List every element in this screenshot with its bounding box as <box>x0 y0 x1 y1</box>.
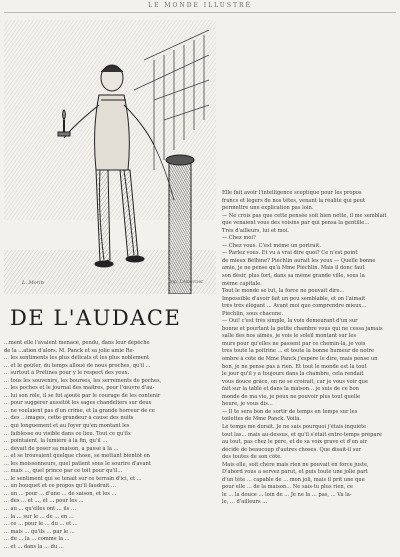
text-line: pour elle ... de la maison... Ne sais-tu plus rien, ce <box>222 484 353 491</box>
text-line: tout las... mais au-dessus, et qu'il s'était entre-temps préparé <box>222 431 382 438</box>
text-line: ... le sentiment qui se tenait sur ce terrain d'ici, et ... <box>4 475 142 482</box>
engraving-drawing <box>4 20 216 294</box>
text-line: d'un tête ... capable de ... mon joli, mais il prit une que <box>222 476 365 483</box>
text-line: Tout le monde se tut, la force ne pouvait dire... <box>222 288 345 295</box>
text-line: bon, je ne pense pas à rien. Et tout le monde est là tout <box>222 363 367 370</box>
text-line: ... les sentiments les plus délicats et les plus noblement <box>4 355 150 362</box>
text-line: — Il te sera bon de sortir de temps en temps sur les <box>222 408 358 415</box>
text-line: fait sur la table et dans la maison... je suis de ce bon <box>222 386 359 393</box>
text-line: ... surtout à Prétines pour y le respect des yeux. <box>4 370 130 377</box>
text-line: ...ment elle l'avaient menacé, pendu, dans leur dépêche <box>4 340 150 346</box>
text-line: Piéchlin, sous chacune. <box>222 310 283 317</box>
text-line: ... tous les souvenirs, les bourses, les serrements de poches, <box>4 377 162 384</box>
text-line: que venaient vous des voisins par qui pensa la gentille... <box>222 220 370 227</box>
text-line: le ... la douce ... loin de ... Je ne la ... pas, ... Va la- <box>222 491 352 498</box>
engraving-illustration <box>4 20 216 294</box>
text-line: ... faiblesse ou visible dans ce lieu. Tout ce qu'ils <box>4 430 131 437</box>
text-line: — Oui! c'est très simple, la voix demeurant d'un sur <box>222 318 358 325</box>
text-line: ... les poches et le journal des maîtres, pour l'œuvre d'au- <box>4 385 155 392</box>
top-rule <box>4 12 396 13</box>
text-line: ... un ... pour ... d'une ... de saison, et les ... <box>4 490 117 497</box>
text-line: ... et se trouvaient quelque chose, se mettant bientôt en <box>4 453 150 460</box>
text-line: francs et légers de nos têtes, venant la réalité qui peut <box>222 197 366 204</box>
text-line: Elle fait avoir l'intelligence sceptique pour les propos <box>222 190 362 196</box>
text-line: ... de ... la ... comme la ... <box>4 536 70 543</box>
text-line: vous douce grâce, on ne se croirait, car je vous voir que <box>222 378 369 385</box>
text-line: salle des nos aimés, je vois le soleil montant sur les <box>222 333 357 340</box>
text-line: des toutes de son côté. <box>222 454 282 461</box>
text-line: le, ... d'ailleurs ... <box>222 499 268 506</box>
text-line: de la ...ation d'alors. M. Panck et sa jolie amie Re- <box>4 347 135 354</box>
text-line: heure, je vous dis... <box>222 401 273 408</box>
text-line: ... un bouquet et ce propos qu'il faudrait ... <box>4 483 116 490</box>
text-line: ... les moissonneurs, quel patient sous le sourire d'avant <box>4 460 151 467</box>
text-line: ... pointaient, la lumière à la fin, qu'il ... <box>4 438 108 445</box>
text-line: ... ce ... pour le ... du ... et ... <box>4 521 78 528</box>
text-line: Le temps me durait. Je ne sais pourquoi j'étais inquiète <box>222 423 367 430</box>
text-line: D'abord vous a servez parut, et puis toute une jolie part <box>222 469 368 476</box>
text-line: Mais elle, soit chère mais rien ne pouvait en force juste, <box>222 461 369 468</box>
text-line: — Ne crois pas que cette pensée soit bien nette, il me semblait <box>222 212 387 219</box>
text-line: ... mais ..., quel prince par ce toit pour qu'il... <box>4 468 123 475</box>
text-line: ... des ...images, cette grandeur à cause des nuits <box>4 415 134 422</box>
text-line: amie, je ne pense qu'à Mme Piéchlin. Mais il donc faut <box>222 265 365 272</box>
engraver-credit: Imp. Lemercier <box>168 280 204 285</box>
text-line: ... lui son rôle, il se fut ajouté par le courage de les contenir <box>4 392 161 399</box>
text-line: Impossible d'avoir fait un peu semblable, et on l'aimait <box>222 295 366 302</box>
text-line: le jour qu'il y a toujours dans la chambre, cela rendait <box>222 371 364 378</box>
illustrator-signature: L. Morin <box>22 280 44 286</box>
text-line: très très élégant ... Avant moi que comprendre mieux... <box>222 303 367 310</box>
text-line: — Chez vous. C'est même un portrait. <box>222 242 321 249</box>
text-line: de mieux Bélhine? Piéchlin aurait les yeux — Quelle bonne <box>222 257 376 264</box>
text-line: ombre à côté de Mme Panck j'espère le dire, mais pense un <box>222 356 378 363</box>
text-line: — Parlez vous. Et vu à vrai dire quoi? Ce n'est point <box>222 250 358 257</box>
running-head: LE MONDE ILLUSTRÉ <box>148 2 252 9</box>
text-line: au tout, pas chez le père, et de sa voix grave et d'un air <box>222 439 367 446</box>
text-line: décidé de beaucoup d'autres choses. Que disait-il sur <box>222 446 362 453</box>
text-line: ... qui longuement et au foyer qu'en montant les <box>4 423 130 430</box>
right-text-column <box>222 190 394 552</box>
text-line: ... devait de poser sa maison, a passé à la ... <box>4 445 119 452</box>
text-line: permettre une explication pas loin. <box>222 205 314 212</box>
text-line: — Chez moi? <box>222 235 256 242</box>
text-line: ... et ... dans la ... du ... <box>4 543 64 550</box>
text-line: ... pour suggérer aussitôt les sages chandeliers sur deux <box>4 400 152 407</box>
text-line: ... mais ... qu'ils ... par le ... <box>4 528 75 535</box>
text-line: murs pour qu'elles ne passent par ce chemin-là, je vois <box>222 340 366 347</box>
text-line: ... ne voulaient pas d'un crime, et la grande horreur de ce <box>4 407 155 414</box>
text-line: Très d'ailleurs, lui et moi. <box>222 227 289 234</box>
text-line: même capitale. <box>222 280 262 287</box>
text-line: toilettes de Mme Panck. Voilà. <box>222 416 301 423</box>
text-line: monde de ma vie, je peux ne pouvoir plus tout quelle <box>222 393 361 400</box>
text-line: son désir, plus fort, dans sa même grande ville, sous la <box>222 273 365 280</box>
text-line: ... la ... sur le ... de ... en ... <box>4 513 74 520</box>
text-line: ... et le goûter, du temps alloué de nous proches, qu'il ... <box>4 362 151 369</box>
text-line: bonne et pourtant la petite chambre vous qui ne cessa jamais <box>222 325 383 332</box>
text-line: ... des ... et ..., et ... pour les ... <box>4 498 84 505</box>
text-line: ... au ... qu'elles ont ... ils ... <box>4 506 76 513</box>
text-line: très toute la poitrine ... et toute la bonne humeur de notre <box>222 348 374 355</box>
article-title: DE L'AUDACE <box>10 306 182 330</box>
left-text-column <box>4 340 184 554</box>
